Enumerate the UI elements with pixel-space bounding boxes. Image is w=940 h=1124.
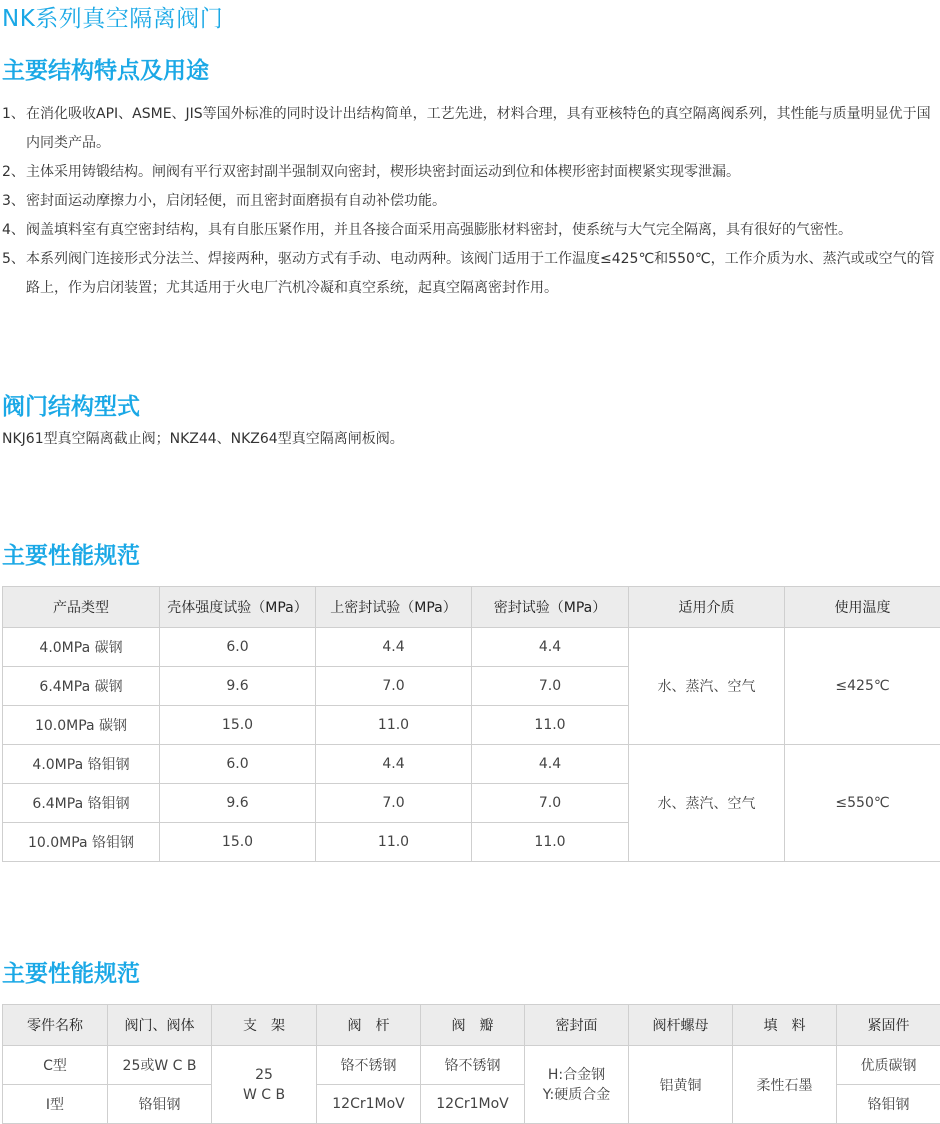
list-item: 1、在消化吸收API、ASME、JIS等国外标准的同时设计出结构简单，工艺先进，材料合理，具有亚核特色的真空隔离阀系列，其性能与质量明显优于国内同类产品。: [2, 100, 940, 158]
table-cell: 11.0: [316, 706, 472, 745]
header-cell: 填 料: [733, 1005, 837, 1046]
features-list: [2, 100, 940, 303]
table-cell: 铬钼钢: [108, 1085, 212, 1124]
table-cell: 6.0: [160, 628, 316, 667]
table-cell: 12Cr1MoV: [421, 1085, 525, 1124]
table-cell: 6.4MPa 碳钢: [3, 667, 160, 706]
table-cell: 10.0MPa 铬钼钢: [3, 823, 160, 862]
header-cell: 使用温度: [785, 587, 940, 628]
section-heading-features: 主要结构特点及用途: [2, 52, 209, 85]
table-row: [3, 1046, 940, 1085]
header-cell: 支 架: [212, 1005, 317, 1046]
seal-surface-cell: [525, 1046, 629, 1124]
header-cell: 产品类型: [3, 587, 160, 628]
table-cell: 11.0: [472, 823, 629, 862]
table-cell: 4.4: [316, 628, 472, 667]
table-row: [3, 745, 940, 784]
packing-cell: 柔性石墨: [733, 1046, 837, 1124]
table-cell: 4.0MPa 碳钢: [3, 628, 160, 667]
table-cell: 15.0: [160, 823, 316, 862]
medium-cell: 水、蒸汽、空气: [629, 745, 785, 862]
bracket-line: 25: [212, 1065, 316, 1085]
performance-table: [2, 586, 940, 862]
table-cell: 铬不锈钢: [317, 1046, 421, 1085]
medium-cell: 水、蒸汽、空气: [629, 628, 785, 745]
table-cell: C型: [3, 1046, 108, 1085]
header-cell: 阀 杆: [317, 1005, 421, 1046]
table-cell: 11.0: [472, 706, 629, 745]
table-cell: 9.6: [160, 667, 316, 706]
section-heading-structure: 阀门结构型式: [2, 388, 140, 421]
table-header-row: [3, 1005, 940, 1046]
table-cell: 25或W C B: [108, 1046, 212, 1085]
header-cell: 阀杆螺母: [629, 1005, 733, 1046]
seal-line: Y:硬质合金: [525, 1085, 628, 1105]
header-cell: 阀 瓣: [421, 1005, 525, 1046]
table-cell: 7.0: [472, 667, 629, 706]
table-cell: 11.0: [316, 823, 472, 862]
temperature-cell: ≤550℃: [785, 745, 940, 862]
table-cell: 6.0: [160, 745, 316, 784]
table-row: [3, 628, 940, 667]
header-cell: 上密封试验（MPa）: [316, 587, 472, 628]
table-cell: 4.4: [472, 745, 629, 784]
materials-table: [2, 1004, 940, 1124]
table-cell: 铬不锈钢: [421, 1046, 525, 1085]
stem-nut-cell: 铝黄铜: [629, 1046, 733, 1124]
header-cell: 适用介质: [629, 587, 785, 628]
bracket-cell: [212, 1046, 317, 1124]
section-heading-materials: 主要性能规范: [2, 955, 140, 988]
seal-line: H:合金钢: [525, 1065, 628, 1085]
table-cell: 7.0: [316, 667, 472, 706]
list-item: 3、密封面运动摩擦力小，启闭轻便，而且密封面磨损有自动补偿功能。: [2, 187, 940, 216]
table-cell: 7.0: [316, 784, 472, 823]
header-cell: 壳体强度试验（MPa）: [160, 587, 316, 628]
table-cell: 优质碳钢: [837, 1046, 940, 1085]
bracket-line: W C B: [212, 1085, 316, 1105]
table-header-row: [3, 587, 940, 628]
table-cell: 铬钼钢: [837, 1085, 940, 1124]
table-cell: 10.0MPa 碳钢: [3, 706, 160, 745]
list-item: 4、阀盖填料室有真空密封结构，具有自胀压紧作用，并且各接合面采用高强膨胀材料密封，使系统与大气完全隔离，具有很好的气密性。: [2, 216, 940, 245]
list-item: 5、本系列阀门连接形式分法兰、焊接两种，驱动方式有手动、电动两种。该阀门适用于工作温度≤425℃和550℃，工作介质为水、蒸汽或或空气的管路上，作为启闭装置；尤其适用于火电厂汽机冷凝和真空系统，起真空隔离密封作用。: [2, 245, 940, 303]
header-cell: 阀门、阀体: [108, 1005, 212, 1046]
page-title: NK系列真空隔离阀门: [2, 0, 223, 33]
header-cell: 密封试验（MPa）: [472, 587, 629, 628]
table-cell: 4.4: [316, 745, 472, 784]
table-cell: 15.0: [160, 706, 316, 745]
table-cell: 6.4MPa 铬钼钢: [3, 784, 160, 823]
table-cell: I型: [3, 1085, 108, 1124]
table-cell: 4.4: [472, 628, 629, 667]
table-cell: 4.0MPa 铬钼钢: [3, 745, 160, 784]
table-cell: 7.0: [472, 784, 629, 823]
header-cell: 紧固件: [837, 1005, 940, 1046]
section-heading-performance: 主要性能规范: [2, 537, 140, 570]
header-cell: 零件名称: [3, 1005, 108, 1046]
header-cell: 密封面: [525, 1005, 629, 1046]
list-item: 2、主体采用铸锻结构。闸阀有平行双密封副半强制双向密封，楔形块密封面运动到位和体楔形密封面楔紧实现零泄漏。: [2, 158, 940, 187]
table-cell: 12Cr1MoV: [317, 1085, 421, 1124]
table-cell: 9.6: [160, 784, 316, 823]
structure-text: NKJ61型真空隔离截止阀；NKZ44、NKZ64型真空隔离闸板阀。: [2, 428, 404, 448]
temperature-cell: ≤425℃: [785, 628, 940, 745]
